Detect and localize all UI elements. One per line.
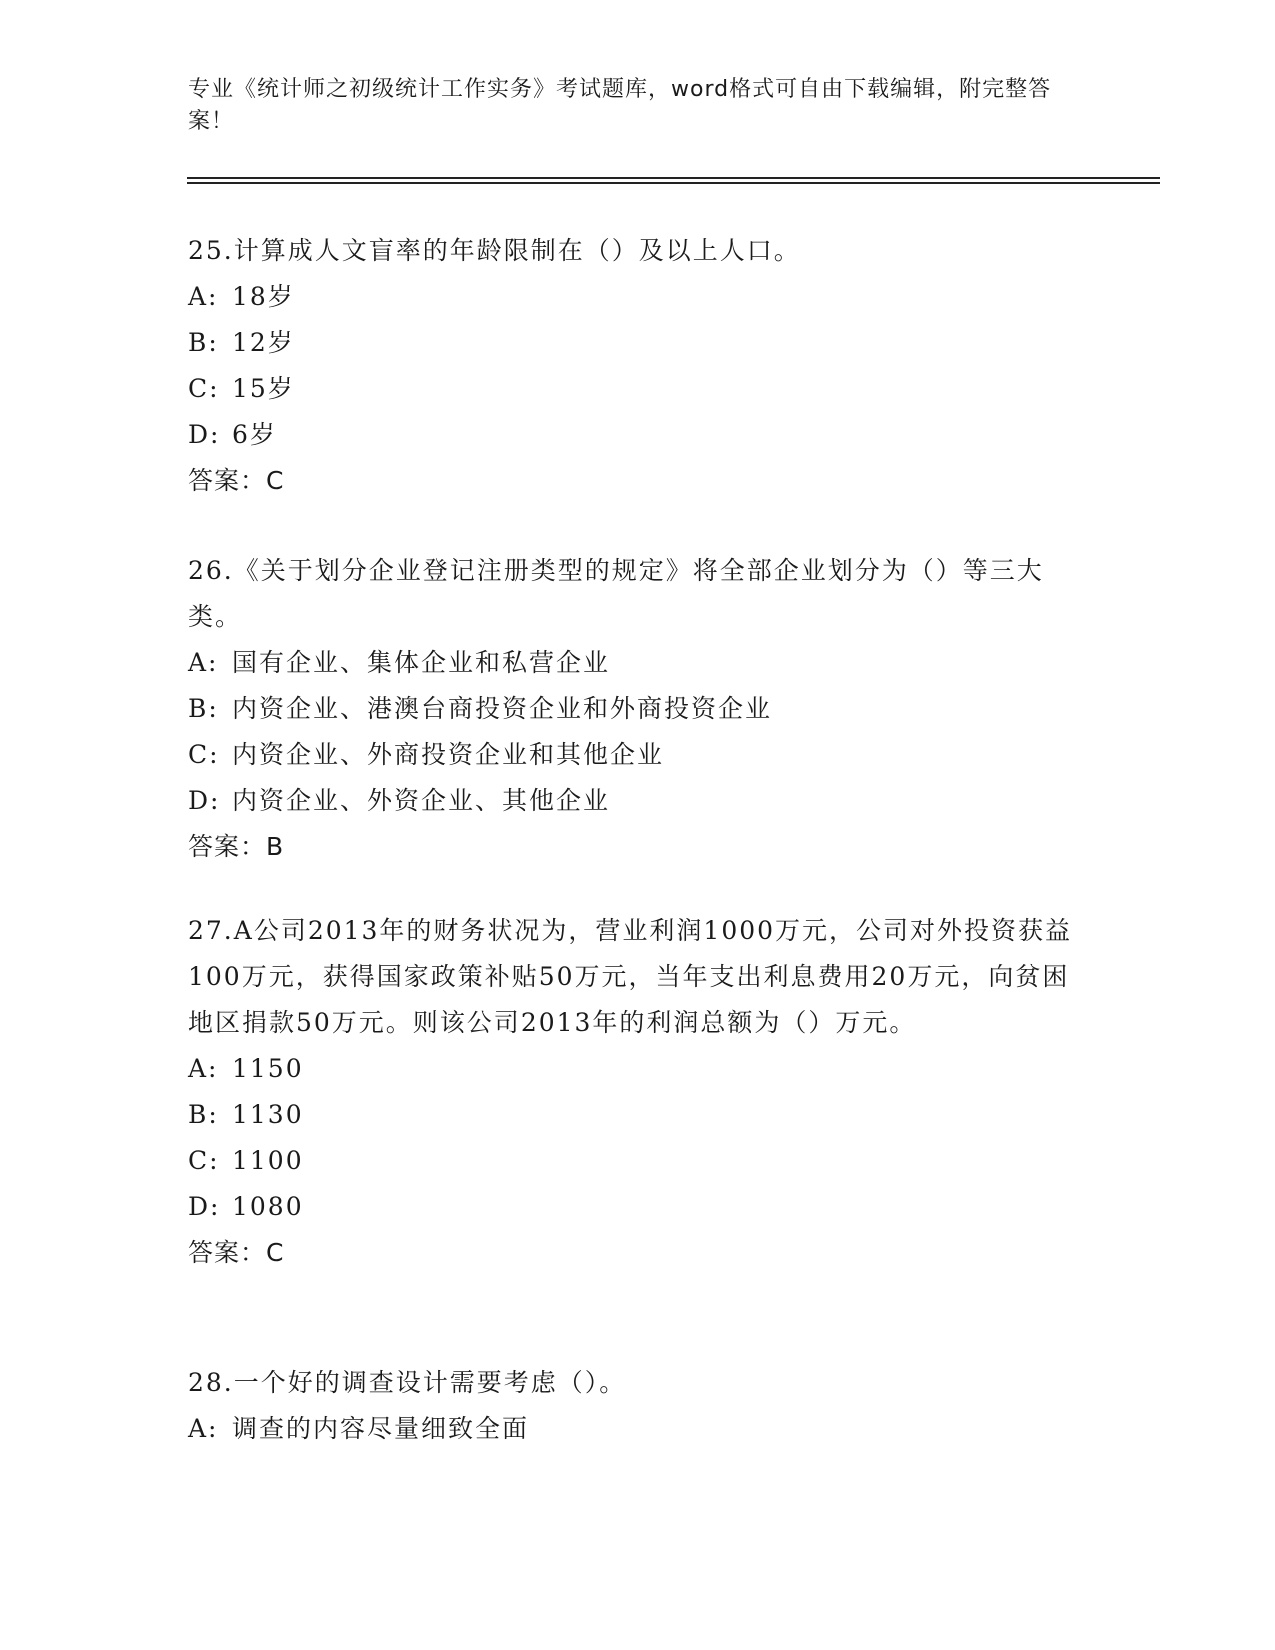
option-text: 内资企业、港澳台商投资企业和外商投资企业: [232, 694, 773, 723]
option-b: [188, 320, 1088, 366]
option-d: [188, 1184, 1088, 1230]
option-key: D:: [188, 1192, 221, 1221]
option-d: [188, 412, 1088, 458]
option-key: A:: [188, 1054, 219, 1083]
question-25: [188, 228, 1088, 504]
option-key: C:: [188, 740, 220, 769]
option-key: C:: [188, 374, 220, 403]
header-divider-top: [187, 177, 1160, 179]
option-c: [188, 732, 1088, 778]
question-stem: 25.计算成人文盲率的年龄限制在（）及以上人口。: [188, 236, 801, 265]
option-a: [188, 274, 1088, 320]
option-c: [188, 366, 1088, 412]
header-divider-bottom: [187, 182, 1160, 184]
answer-line: 答案：C: [188, 466, 285, 495]
option-text: 6岁: [232, 420, 277, 449]
option-key: A:: [188, 282, 219, 311]
option-d: [188, 778, 1088, 824]
option-text: 1150: [232, 1054, 304, 1083]
option-a: [188, 640, 1088, 686]
option-key: B:: [188, 694, 219, 723]
option-c: [188, 1138, 1088, 1184]
option-text: 1100: [232, 1146, 304, 1175]
option-key: B:: [188, 328, 219, 357]
question-27: [188, 908, 1088, 1276]
option-a: [188, 1406, 1088, 1452]
option-b: [188, 686, 1088, 732]
option-key: C:: [188, 1146, 220, 1175]
option-text: 12岁: [232, 328, 295, 357]
question-stem: 28.一个好的调查设计需要考虑（）。: [188, 1368, 627, 1397]
option-text: 内资企业、外商投资企业和其他企业: [232, 740, 665, 769]
question-stem: 27.A公司2013年的财务状况为，营业利润1000万元，公司对外投资获益100万元，获得国家政策补贴50万元，当年支出利息费用20万元，向贫困地区捐款50万元。则该公司2013年的利润总额为（）万元。: [188, 916, 1073, 1037]
option-key: D:: [188, 420, 221, 449]
question-28: [188, 1360, 1088, 1452]
option-text: 内资企业、外资企业、其他企业: [232, 786, 611, 815]
option-text: 调查的内容尽量细致全面: [232, 1414, 530, 1443]
option-key: A:: [188, 1414, 219, 1443]
answer-line: 答案：C: [188, 1238, 285, 1267]
option-text: 国有企业、集体企业和私营企业: [232, 648, 611, 677]
option-key: A:: [188, 648, 219, 677]
option-key: B:: [188, 1100, 219, 1129]
option-b: [188, 1092, 1088, 1138]
question-stem: 26.《关于划分企业登记注册类型的规定》将全部企业划分为（）等三大类。: [188, 556, 1044, 631]
option-text: 1130: [232, 1100, 304, 1129]
question-26: [188, 548, 1088, 870]
answer-line: 答案：B: [188, 832, 285, 861]
option-a: [188, 1046, 1088, 1092]
option-text: 15岁: [232, 374, 295, 403]
option-text: 18岁: [232, 282, 295, 311]
option-text: 1080: [232, 1192, 304, 1221]
document-header: 专业《统计师之初级统计工作实务》考试题库，word格式可自由下载编辑，附完整答案！: [188, 77, 1052, 134]
option-key: D:: [188, 786, 221, 815]
